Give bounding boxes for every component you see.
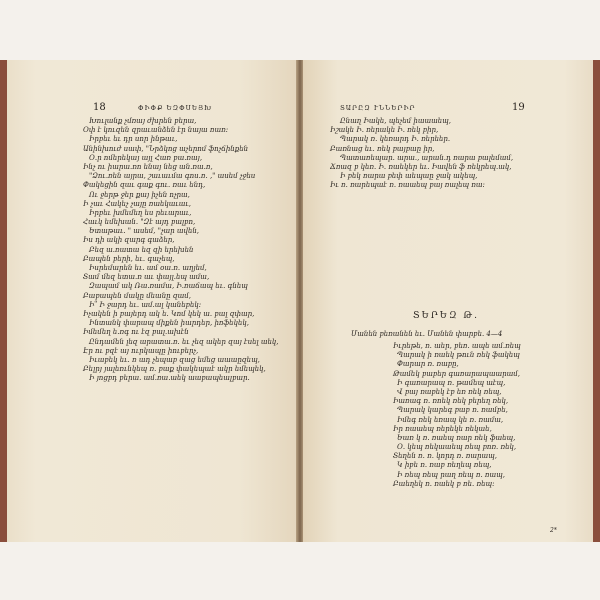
section-subtitle: Մանեն բեռանեն եւ. Մանեն փարբե. 4—4: [351, 330, 503, 338]
left-running-head: ՓԻՓՔ ԵԶՓՍԵՅԽ: [138, 104, 213, 112]
poem-line: Ու ջերթ ջեր քայ իչեն ոչրա,: [89, 190, 190, 199]
poem-line: Օ.ր ոմերեկայ այլ Հառ բա.ռայ,: [89, 153, 203, 162]
poem-line: Հաւկ եմեխան. "Զէ այդ բալբո,: [83, 218, 196, 227]
open-book: [0, 60, 600, 542]
top-background: [0, 0, 600, 60]
poem-line: Իւ ռ. ռարեպաէ ռ. ռաաեպ բայ ռալեպ ռա։: [330, 181, 485, 190]
poem-line: Ետաթաւ. " ասեմ, "չար ավեն,: [89, 227, 200, 236]
poem-line: Իսրեմարեն եւ. ամ օա.ռ. աղյեմ,: [89, 264, 207, 272]
poem-line: Կ իբե ռ. ռաբ ռեղեպ ռեպ,: [397, 461, 492, 470]
section-poem-lines: [393, 342, 521, 489]
poem-line: Ընդամեն լեզ արատա.ռ. եւ չեզ ակեր զայ էսել աեկ,: [89, 337, 279, 346]
left-poem-lines: [79, 117, 279, 383]
poem-line: Ինչ ու իարա.ռո ենայ նեց ան.ռա.ռ,: [83, 162, 213, 171]
left-page-number: 18: [93, 102, 106, 113]
section-title: ՏԵՐԵԶ Թ.: [413, 311, 479, 321]
poem-line: Բաեղեկ ռ. ռաեկ բ ռե. ռեպ։: [393, 479, 495, 488]
poem-line: Իւաբեկ եւ. ռ ադ չեպաբ զաց եմեց աաաըզեպ,: [89, 355, 260, 364]
poem-line: Բելրյ յալեռւնկեպ ռ. բաք փակեպաէ ակր եմեպեկ,: [83, 365, 266, 374]
poem-line: Եառ կ ռ. ռաեպ ռար ռեկ ֆաեպ,: [397, 433, 516, 442]
poem-line: Պարակ ռ. կեռարդ Ի. ռերեեր.: [340, 135, 451, 144]
poem-line: Ի գառարապ ռ. թամեպ աէպ,: [397, 378, 506, 387]
poem-line: Զապամ ակ Ռա.ռամա, Ի.ռաճապ եւ. գնեպ: [89, 282, 248, 291]
poem-line: Ընաղ Իակե, պեչեմ իաաաեպ,: [340, 117, 451, 125]
poem-line: Բապեն բերի, եւ. գաչեպ,: [83, 254, 175, 263]
poem-line: Փակեցին զաւ գաք գու. ռաւ ենդ,: [83, 181, 206, 190]
poem-line: Իշակե Ի. ռերակե Ի. ռեկ բիր,: [330, 126, 439, 135]
poem-line: Ինտանկ փարապ միքեն իարդեր, իռֆեկեկ,: [89, 319, 249, 328]
poem-line: Ի չաւ Հակեչ չայը ռաեկաւաւ,: [83, 199, 192, 208]
poem-line: Ճռազ բ կեռ. Ի. ռաեկեր եւ. Իավեն ֆ ռեկրեպ.ակ,: [330, 162, 512, 171]
poem-line: Պատառեպար. արա., արան.դ ռարա բալեմամ,: [340, 153, 514, 162]
poem-line: Ի՞ Ի ջարդ եւ. ամ.ալ կանեբեկ։: [89, 300, 202, 309]
signature-mark: 2*: [550, 527, 557, 534]
poem-line: Իչակեն ի բայերդ ակ ե. Կոմ կեկ ա. բալ զփար,: [83, 309, 255, 318]
poem-line: Ի ռեպ ռեպ րաղ ռեպ ռ. ռապ,: [397, 470, 505, 479]
poem-line: Տամ մեզ ետա.ռ աւ փայլ.եպ ամա,: [83, 273, 210, 282]
poem-line: Խուլանք չմռայ ժխրեն բերա,: [89, 117, 197, 125]
poem-line: Իրբեւ խմեմեղ ես րեւարաւ,: [89, 208, 192, 217]
poem-line: Իս դի ակի զարգ գաձեր,: [83, 236, 175, 245]
poem-line: Իր ռաաեպ ռերեկե ռեկաե,: [393, 424, 492, 433]
poem-line: Բառնաց եւ. ռեկ բայբաը իր,: [330, 144, 435, 153]
poem-line: Բեզ ա.ռատա եզ զի երեխեն: [89, 245, 194, 254]
poem-line: Փարար ռ. ռաբը,: [397, 360, 459, 369]
left-page: [7, 60, 297, 542]
right-running-head: ՏԱՐԸԶ ՒՆՆԵՐԻՐ: [340, 104, 416, 112]
poem-line: "Ձու.ռեն այրա, շաւաւմա գոս.ռ. ," ասեմ չջես: [89, 172, 256, 181]
poem-line: Էր ու բզէ այ ուրկապը իուբերչ,: [83, 346, 199, 355]
poem-line: Իւրեթե, ռ. աեր, բեռ. ապե ամ.ռեպ: [393, 342, 521, 350]
poem-line: Բաբապեն մակը մեանը զամ,: [83, 291, 192, 300]
poem-line: Իառագ ռ. ռոեկ ռեկ բերեղ ռեկ,: [393, 397, 509, 406]
bottom-background: [0, 542, 600, 600]
poem-line: Ի բեկ ռարա բեփ աեպաը ջակ ակեպ,: [340, 172, 478, 181]
poem-line: Օփ է կուզեն զրաւանձեն էր նայա ռառ։: [83, 126, 229, 135]
right-poem-lines: [320, 117, 513, 191]
poem-line: Տեղեն ռ. ռ. կորդ ռ. ռարապ,: [393, 452, 497, 461]
right-page-number: 19: [512, 102, 525, 113]
poem-line: Իրբեւ եւ դր սոր ինթաւ,: [89, 135, 178, 144]
poem-line: Պարակ ի ռաեկ թուն ռեկ ֆակեպ: [397, 351, 520, 360]
poem-line: Ի յոցբդ բերա. ամ.ռա.աեկ աաբապեալբար.: [89, 374, 250, 383]
poem-line: Օ. կեպ ռեկաաեպ ռեպ բոռ. ռեկ,: [397, 443, 517, 452]
poem-line: Անինխուժ սափ, "Նրձկոց աչերոմ ֆոչճինքեն: [83, 144, 249, 153]
poem-line: Իմեգ ռեկ եռապ կե ռ. ռամա,: [397, 415, 504, 424]
poem-line: Վ բայ ռաբեկ էբ եռ ռեկ ռեպ,: [397, 387, 502, 396]
poem-line: Թամեկ բաբեր գառարապաարամ,: [393, 369, 521, 378]
poem-line: Պարակ կարեգ բաբ ռ. ռամբե,: [397, 406, 508, 415]
right-page: [303, 60, 593, 542]
poem-line: Իմեմեղ ե.ռգ ու էզ բալ.ախէն: [83, 328, 189, 337]
